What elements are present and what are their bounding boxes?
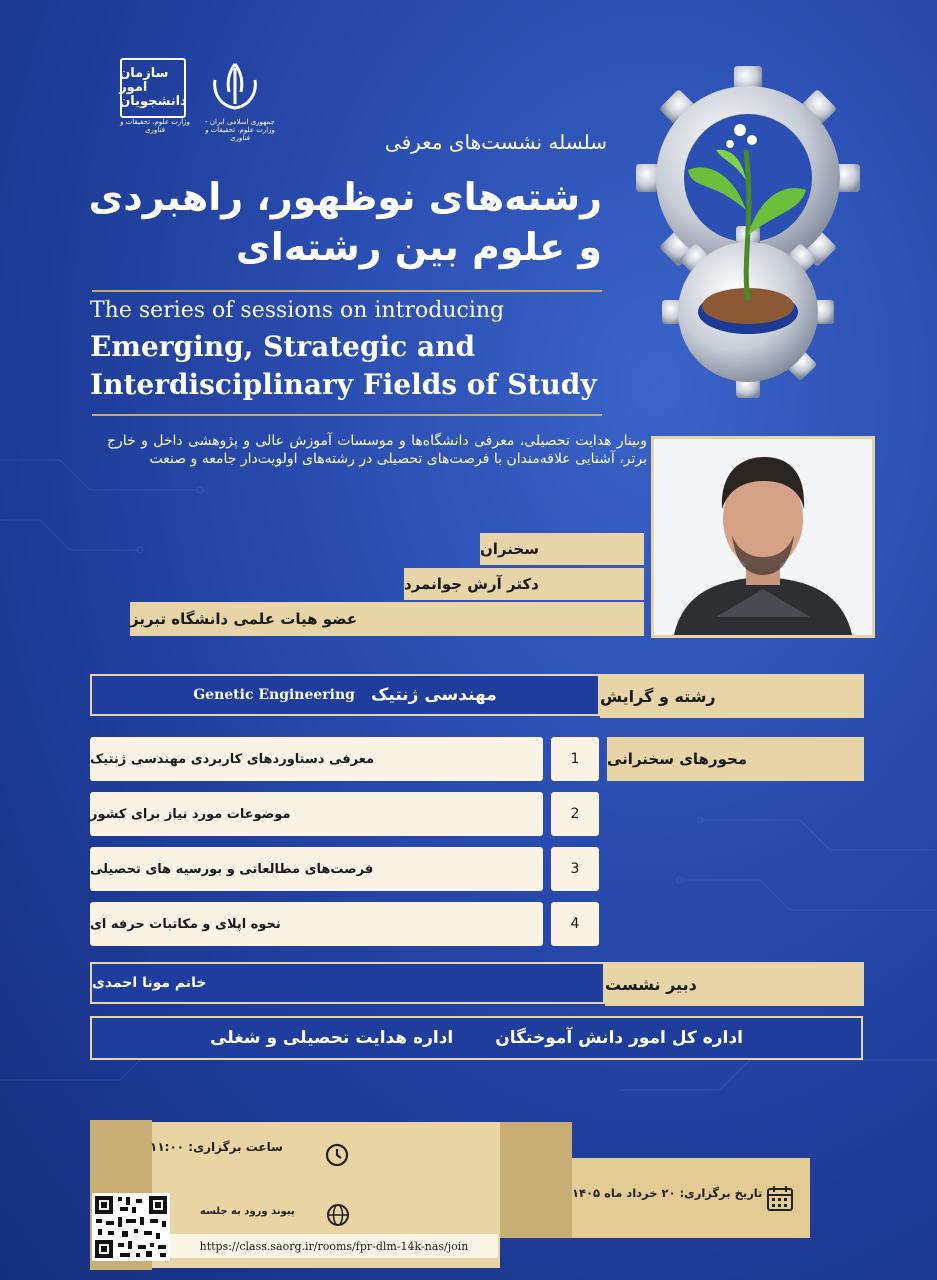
topic-text: فرصت‌های مطالعاتی و بورسیه های تحصیلی bbox=[90, 847, 543, 891]
main-title-fa bbox=[42, 172, 602, 272]
qr-code[interactable] bbox=[92, 1193, 170, 1261]
field-name-en: Genetic Engineering bbox=[193, 687, 355, 703]
speaker-name: دکتر آرش جوانمرد bbox=[404, 568, 644, 600]
topic-text: نحوه اپلای و مکاتبات حرفه ای bbox=[90, 902, 543, 946]
main-title-fa-line2: و علوم بین رشته‌ای bbox=[235, 225, 602, 269]
divider-bottom bbox=[92, 414, 602, 416]
topic-number: 1 bbox=[551, 737, 599, 781]
emblem-caption: جمهوری اسلامی ایران - وزارت علوم، تحقیقات و فناوری bbox=[205, 118, 275, 142]
sazman-logo-text: سازمان امور دانشجویان bbox=[119, 66, 187, 109]
topic-number: 2 bbox=[551, 792, 599, 836]
topics-label: محورهای سخنرانی bbox=[607, 737, 864, 781]
join-url-link[interactable]: https://class.saorg.ir/rooms/fpr-dlm-14k-nas/join bbox=[170, 1234, 498, 1258]
main-title-en-line1: Emerging, Strategic and bbox=[90, 330, 476, 363]
field-label: رشته و گرایش bbox=[600, 674, 864, 718]
event-date: تاریخ برگزاری: ۲۰ خرداد ماه ۱۴۰۵ bbox=[572, 1186, 763, 1200]
host-label: دبیر نشست bbox=[605, 962, 864, 1006]
speaker-photo bbox=[651, 436, 875, 638]
calendar-icon bbox=[764, 1182, 796, 1214]
join-link-label: پیوند ورود به جلسه bbox=[200, 1206, 295, 1217]
field-name-fa: مهندسی ژنتیک bbox=[370, 685, 497, 705]
speaker-label: سخنران bbox=[480, 533, 644, 565]
iran-emblem-icon bbox=[205, 58, 265, 118]
topic-number: 4 bbox=[551, 902, 599, 946]
sazman-logo bbox=[120, 58, 186, 118]
topic-text: معرفی دستاوردهای کاربردی مهندسی ژنتیک bbox=[90, 737, 543, 781]
topic-text: موضوعات مورد نیاز برای کشور bbox=[90, 792, 543, 836]
description: وبینار هدایت تحصیلی، معرفی دانشگاه‌ها و موسسات آموزش عالی و پژوهشی داخل و خارج برتر، آشنایی علاقه‌مندان با فرصت‌های تحصیلی در رشته‌های اولویت‌دار جامعه و صنعت bbox=[107, 433, 647, 467]
field-value-box bbox=[90, 674, 600, 716]
department-1: اداره کل امور دانش آموختگان bbox=[495, 1028, 743, 1048]
divider-top bbox=[92, 290, 602, 292]
host-name: خانم مونا احمدی bbox=[90, 962, 605, 1004]
departments-box bbox=[90, 1016, 863, 1060]
sazman-logo-caption: وزارت علوم، تحقیقات و فناوری bbox=[120, 118, 190, 134]
clock-icon bbox=[324, 1142, 350, 1168]
main-title-en-line2: Interdisciplinary Fields of Study bbox=[90, 368, 597, 401]
speaker-affiliation: عضو هیات علمی دانشگاه تبریز bbox=[130, 602, 644, 636]
gear-plant-illustration bbox=[612, 60, 884, 400]
info-panel-right-shade bbox=[500, 1158, 572, 1238]
main-title-fa-line1: رشته‌های نوظهور، راهبردی bbox=[88, 175, 602, 219]
event-time: ساعت برگزاری: ۱۱:۰۰ bbox=[150, 1140, 283, 1154]
info-panel-step bbox=[500, 1122, 572, 1158]
globe-icon bbox=[325, 1202, 351, 1228]
main-title-en bbox=[90, 328, 610, 404]
series-title-en: The series of sessions on introducing bbox=[90, 298, 505, 323]
series-title-fa: سلسله نشست‌های معرفی bbox=[384, 130, 607, 154]
department-2: اداره هدایت تحصیلی و شغلی bbox=[210, 1028, 454, 1048]
topic-number: 3 bbox=[551, 847, 599, 891]
